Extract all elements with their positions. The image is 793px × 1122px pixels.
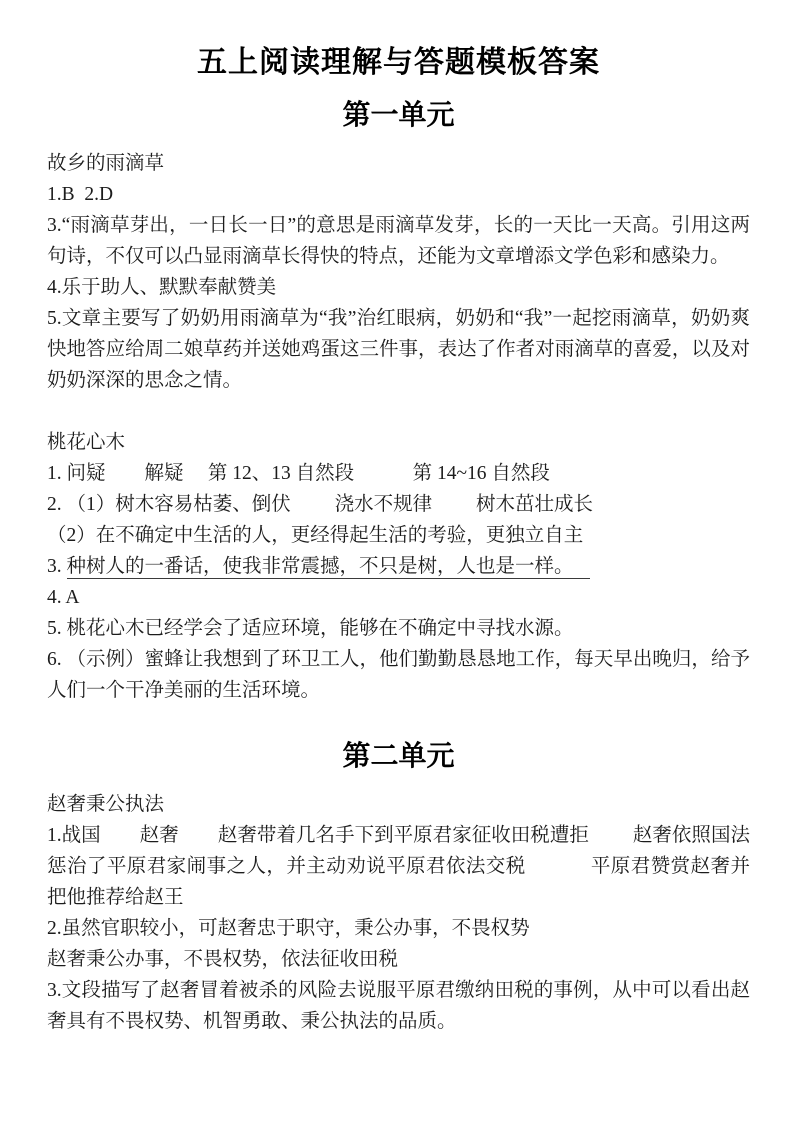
unit-1-heading: 第一单元 (342, 100, 455, 131)
answer-number: 3. (47, 556, 67, 577)
answer-line: 4. A (47, 587, 80, 608)
answer-line: 3.“雨滴草芽出，一日长一日”的意思是雨滴草发芽，长的一天比一天高。引用这两句诗，不仅可以凸显雨滴草长得快的特点，还能为文章增添文学色彩和感染力。 (47, 215, 750, 267)
answer-line: 1.战国 赵奢 赵奢带着几名手下到平原君家征收田税遭拒 赵奢依照国法惩治了平原君家闹事之人，并主动劝说平原君依法交税 平原君赞赏赵奢并把他推荐给赵王 (47, 825, 750, 908)
answer-line: 2. （1）树木容易枯萎、倒伏 浇水不规律 树木茁壮成长 (47, 494, 594, 515)
unit-2-heading: 第二单元 (342, 741, 455, 772)
answer-line: 3.文段描写了赵奢冒着被杀的风险去说服平原君缴纳田税的事例，从中可以看出赵奢具有不畏权势、机智勇敢、秉公执法的品质。 (47, 980, 750, 1032)
article-zhaoshe (47, 789, 750, 1037)
underlined-sentence: 种树人的一番话，使我非常震撼，不只是树，人也是一样。 (67, 556, 590, 579)
article-title: 故乡的雨滴草 (47, 153, 165, 174)
answer-line: 4.乐于助人、默默奉献赞美 (47, 277, 277, 298)
answer-line-underlined (47, 551, 750, 582)
answer-line: 1.B 2.D (47, 184, 114, 205)
answer-line: 1. 问疑 解疑 第 12、13 自然段 第 14~16 自然段 (47, 463, 550, 484)
answer-line: 5. 桃花心木已经学会了适应环境，能够在不确定中寻找水源。 (47, 618, 574, 639)
article-rain-drop-grass (47, 148, 750, 396)
article-title: 赵奢秉公执法 (47, 794, 165, 815)
document-title: 五上阅读理解与答题模板答案 (197, 46, 600, 79)
answer-line: （2）在不确定中生活的人，更经得起生活的考验，更独立自主 (47, 525, 584, 546)
answer-line: 5.文章主要写了奶奶用雨滴草为“我”治红眼病，奶奶和“我”一起挖雨滴草，奶奶爽快地答应给周二娘草药并送她鸡蛋这三件事，表达了作者对雨滴草的喜爱，以及对奶奶深深的思念之情。 (47, 308, 750, 391)
article-mahogany (47, 427, 750, 706)
answer-line: 2.虽然官职较小，可赵奢忠于职守，秉公办事，不畏权势 (47, 918, 530, 939)
answer-line: 赵奢秉公办事，不畏权势，依法征收田税 (47, 949, 399, 970)
answer-line: 6. （示例）蜜蜂让我想到了环卫工人，他们勤勤恳恳地工作，每天早出晚归，给予人们一个干净美丽的生活环境。 (47, 649, 750, 701)
article-title: 桃花心木 (47, 432, 126, 453)
